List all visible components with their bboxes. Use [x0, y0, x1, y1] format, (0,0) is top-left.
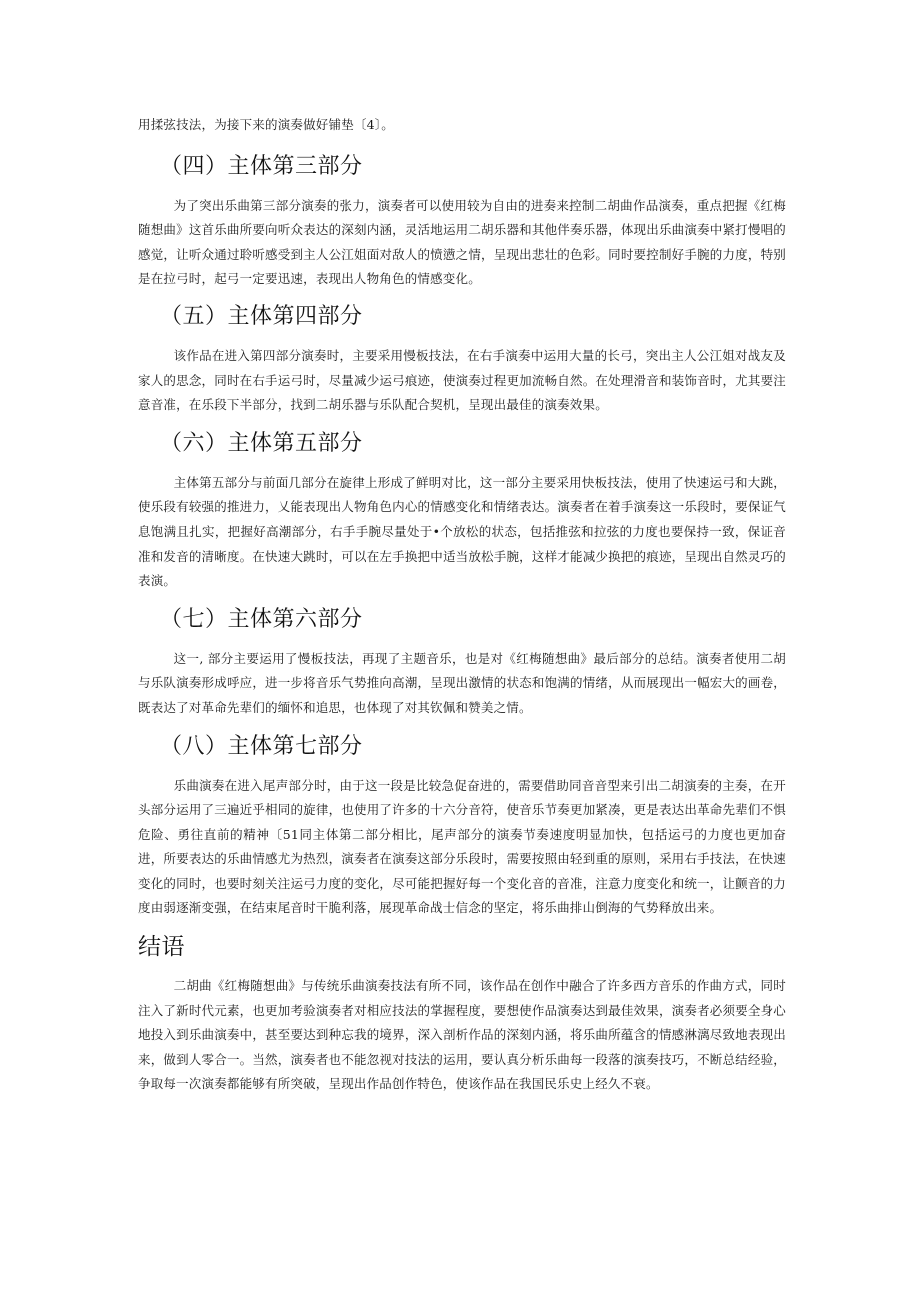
conclusion-heading: 结语: [138, 934, 185, 961]
section-paragraph-4: 为了突出乐曲第三部分演奏的张力，演奏者可以使用较为自由的进奏来控制二胡曲作品演奏，重点把握《红梅随想曲》这首乐曲所要向听众表达的深刻内涵，灵活地运用二胡乐器和其他伴奏乐器，体现出乐曲演奏中紧打慢唱的感觉，让听众通过聆听感受到主人公江姐面对敌人的愤懑之情，呈现出悲壮的色彩。同时要控制好手腕的力度，特别是在拉弓时，起弓一定要迅速，表现出人物角色的情感变化。: [138, 197, 786, 287]
section-paragraph-7: 这一, 部分主要运用了慢板技法，再现了主题音乐，也是对《红梅随想曲》最后部分的总结。演奏者使用二胡与乐队演奏形成呼应，进一步将音乐气势推向高潮，呈现出激情的状态和饱满的情绪，从而展现出一幅宏大的画卷，既表达了对革命先辈们的缅怀和追思，也体现了对其钦佩和赞美之情。: [138, 650, 786, 715]
section-paragraph-5: 该作品在进入第四部分演奏时，主要采用慢板技法，在右手演奏中运用大量的长弓，突出主人公江姐对战友及家人的思念，同时在右手运弓时，尽量减少运弓痕迹，使演奏过程更加流畅自然。在处理滑音和装饰音时，尤其要注意音准，在乐段下半部分，找到二胡乐器与乐队配合契机，呈现出最佳的演奏效果。: [138, 347, 786, 413]
section-heading-7: （七）主体第六部分: [160, 606, 363, 632]
section-heading-5: （五）主体第四部分: [160, 303, 363, 329]
intro-paragraph: 用揉弦技法，为接下来的演奏做好铺垫〔4〕。: [138, 117, 394, 132]
section-heading-4: （四）主体第三部分: [160, 153, 363, 179]
section-heading-8: （八）主体第七部分: [160, 733, 363, 759]
section-heading-6: （六）主体第五部分: [160, 430, 363, 456]
article-body: [138, 113, 786, 1097]
section-paragraph-8: 乐曲演奏在进入尾声部分时，由于这一段是比较急促奋进的，需要借助同音音型来引出二胡演奏的主奏，在开头部分运用了三遍近乎相同的旋律，也使用了许多的十六分音符，使音乐节奏更加紧凑，更是表达出革命先辈们不惧危险、勇往直前的精神〔51同主体第二部分相比，尾声部分的演奏节奏速度明显加快，包括运弓的力度也更加奋进，所要表达的乐曲情感尤为热烈，演奏者在演奏这部分乐段时，需要按照由轻到重的原则，采用右手技法，在快速变化的同时，也要时刻关注运弓力度的变化，尽可能把握好每一个变化音的音准，注意力度变化和统一，让颤音的力度由弱逐渐变强，在结束尾音时干脆利落，展现革命战士信念的坚定，将乐曲排山倒海的气势释放出来。: [138, 777, 786, 916]
section-paragraph-6: 主体第五部分与前面几部分在旋律上形成了鲜明对比，这一部分主要采用快板技法，使用了快速运弓和大跳，使乐段有较强的推进力，乂能表现出人物角色内心的情感变化和情绪表达。演奏者在着手演奏这一乐段时，要保证气息饱满且扎实，把握好高潮部分，右手手腕尽量处于•个放松的状态，包括推弦和拉弦的力度也要保持一致，保证音准和发音的清晰度。在快速大跳时，可以在左手换把中适当放松手腕，这样才能减少换把的痕迹，呈现出自然灵巧的表演。: [138, 474, 786, 589]
conclusion-paragraph: 二胡曲《红梅随想曲》与传统乐曲演奏技法有所不同，该作品在创作中融合了许多西方音乐的作曲方式，同时注入了新时代元素，也更加考验演奏者对相应技法的掌握程度，要想使作品演奏达到最佳效果，演奏者必须要全身心地投入到乐曲演奏中，甚至要达到种忘我的境界，深入剖析作品的深刻内涵，将乐曲所蕴含的情感淋漓尽致地表现出来，做到人零合一。当然，演奏者也不能忽视对技法的运用，要认真分析乐曲每一段落的演奏技巧，不断总结经验，争取每一次演奏都能够有所突破，呈现出作品创作特色，使该作品在我国民乐史上经久不衰。: [138, 978, 786, 1092]
